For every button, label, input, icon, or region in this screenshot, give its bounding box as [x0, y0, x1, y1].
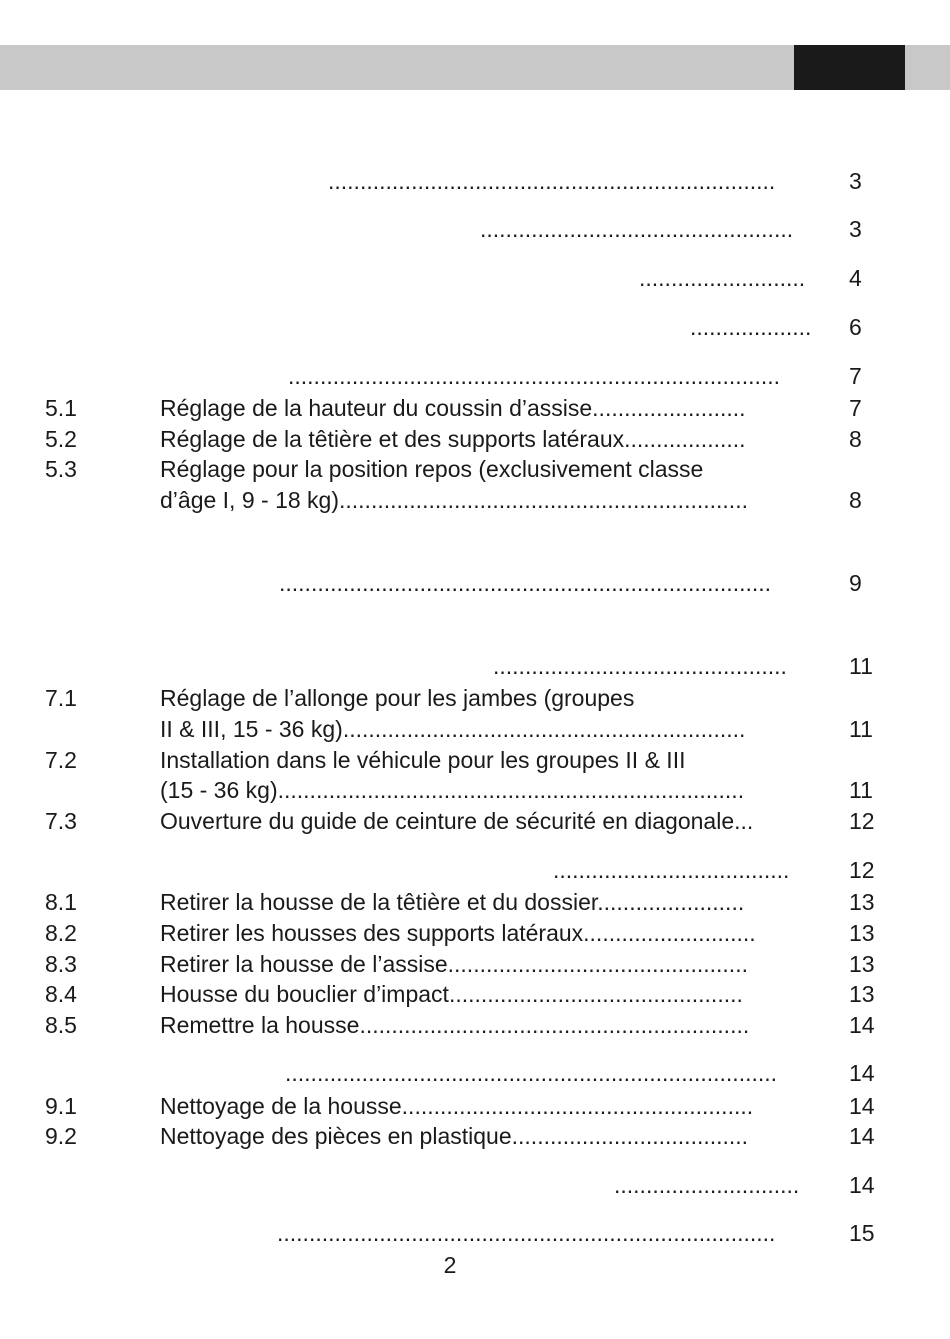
toc-entry — [0, 263, 950, 293]
toc-entry — [0, 651, 950, 681]
toc-page-number: 14 — [849, 1123, 875, 1149]
toc-dot-leader: ..................................... — [553, 857, 790, 883]
toc-dot-leader: ........................ — [592, 395, 746, 421]
toc-dot-leader: .............................................................................. — [277, 1220, 776, 1246]
toc-entry — [0, 714, 950, 744]
toc-dot-leader: ................... — [624, 426, 746, 452]
toc-title: Retirer la housse de l’assise............................................... — [160, 951, 748, 977]
toc-entry — [0, 855, 950, 885]
toc-dot-leader: ....................................................... — [401, 1093, 754, 1119]
toc-entry — [0, 949, 950, 979]
toc-page-number: 14 — [849, 1012, 875, 1038]
toc-entry — [0, 979, 950, 1009]
toc-dot-leader: ............................. — [614, 1172, 800, 1198]
toc-dot-leader: ................................................. — [480, 216, 794, 242]
toc-section-number: 8.4 — [45, 981, 77, 1007]
toc-entry — [0, 312, 950, 342]
toc-dot-leader: ................... — [690, 314, 812, 340]
toc-page-number: 12 — [849, 808, 875, 834]
toc-title: II & III, 15 - 36 kg)............................................................... — [160, 716, 746, 742]
toc-title: Remettre la housse............................................................. — [160, 1012, 750, 1038]
toc-page-number: 13 — [849, 889, 875, 915]
toc-dot-leader: .......................... — [639, 265, 806, 291]
toc-title: Réglage pour la position repos (exclusivement classe — [160, 456, 704, 482]
toc-page-number: 14 — [849, 1172, 875, 1198]
toc-entry — [0, 424, 950, 454]
toc-title: (15 - 36 kg)......................................................................... — [160, 777, 745, 803]
toc-section-number: 5.1 — [45, 395, 77, 421]
toc-entry — [0, 806, 950, 836]
toc-section-number: 9.2 — [45, 1123, 77, 1149]
toc-dot-leader: ............................................... — [447, 951, 748, 977]
toc-section-number: 8.3 — [45, 951, 77, 977]
toc-entry — [0, 887, 950, 917]
toc-entry — [0, 1010, 950, 1040]
toc-dot-leader: ............................................................... — [342, 716, 746, 742]
toc-entry — [0, 1091, 950, 1121]
toc-title: Ouverture du guide de ceinture de sécurité en diagonale... — [160, 808, 754, 834]
toc-section-number: 5.2 — [45, 426, 77, 452]
toc-title: Nettoyage des pièces en plastique..................................... — [160, 1123, 749, 1149]
toc-dot-leader: ............................................................................. — [279, 570, 772, 596]
toc-section-number: 7.3 — [45, 808, 77, 834]
toc-dot-leader: ....................... — [597, 889, 745, 915]
toc-section-number: 7.1 — [45, 685, 77, 711]
toc-title: Housse du bouclier d’impact.............................................. — [160, 981, 743, 1007]
toc-dot-leader: ............................................................................. — [288, 363, 781, 389]
toc-title: Retirer la housse de la têtière et du dossier....................... — [160, 889, 745, 915]
toc-page-number: 11 — [849, 777, 873, 803]
toc-title: Nettoyage de la housse....................................................... — [160, 1093, 754, 1119]
toc-page-number: 14 — [849, 1060, 875, 1086]
toc-dot-leader: .............................................. — [493, 653, 787, 679]
toc-page-number: 6 — [849, 314, 862, 340]
toc-page-number: 12 — [849, 857, 875, 883]
toc-page-number: 11 — [849, 653, 873, 679]
page-number: 2 — [443, 1252, 457, 1278]
toc-entry — [0, 918, 950, 948]
toc-section-number: 8.2 — [45, 920, 77, 946]
toc-dot-leader: .............................................. — [448, 981, 743, 1007]
toc-page-number: 13 — [849, 981, 875, 1007]
toc-entry — [0, 166, 950, 196]
toc-section-number: 5.3 — [45, 456, 77, 482]
toc-title: Réglage de la hauteur du coussin d’assise........................ — [160, 395, 746, 421]
toc-section-number: 8.1 — [45, 889, 77, 915]
toc-entry — [0, 1121, 950, 1151]
toc-section-number: 8.5 — [45, 1012, 77, 1038]
toc-dot-leader: ......................................................................... — [277, 777, 745, 803]
toc-entry — [0, 1170, 950, 1200]
toc-dot-leader: ...................................................................... — [328, 168, 776, 194]
toc-entry — [0, 775, 950, 805]
toc-dot-leader: ................................................................ — [339, 487, 748, 513]
toc-dot-leader: ............................................................................. — [285, 1060, 778, 1086]
toc-section-number: 7.2 — [45, 747, 77, 773]
toc-entry — [0, 393, 950, 423]
toc-page-number: 13 — [849, 920, 875, 946]
toc-page-number: 7 — [849, 363, 862, 389]
toc-entry — [0, 568, 950, 598]
toc-page-number: 15 — [849, 1220, 875, 1246]
toc-page-number: 8 — [849, 487, 862, 513]
toc-page-number: 3 — [849, 168, 862, 194]
toc-dot-leader: ............................................................. — [359, 1012, 750, 1038]
toc-title: Retirer les housses des supports latéraux........................... — [160, 920, 756, 946]
toc-title: Réglage de l’allonge pour les jambes (groupes — [160, 685, 635, 711]
toc-entry — [0, 485, 950, 515]
toc-title: Installation dans le véhicule pour les groupes II & III — [160, 747, 686, 773]
toc-dot-leader: ..................................... — [511, 1123, 749, 1149]
toc-page-number: 11 — [849, 716, 873, 742]
toc-section-number: 9.1 — [45, 1093, 77, 1119]
toc-entry — [0, 361, 950, 391]
toc-dot-leader: ... — [734, 808, 754, 834]
toc-page-number: 4 — [849, 265, 862, 291]
toc-entry — [0, 214, 950, 244]
toc-dot-leader: ........................... — [583, 920, 756, 946]
toc-entry — [0, 1058, 950, 1088]
toc-page-number: 13 — [849, 951, 875, 977]
toc-title: d’âge I, 9 - 18 kg)................................................................ — [160, 487, 748, 513]
toc-page-number: 8 — [849, 426, 862, 452]
toc-page-number: 14 — [849, 1093, 875, 1119]
toc-page-number: 7 — [849, 395, 862, 421]
toc-entry — [0, 683, 950, 713]
toc-page-number: 3 — [849, 216, 862, 242]
toc-entry — [0, 454, 950, 484]
toc-page-number: 9 — [849, 570, 862, 596]
toc-entry — [0, 1218, 950, 1248]
toc-entry — [0, 745, 950, 775]
toc-title: Réglage de la têtière et des supports latéraux................... — [160, 426, 746, 452]
